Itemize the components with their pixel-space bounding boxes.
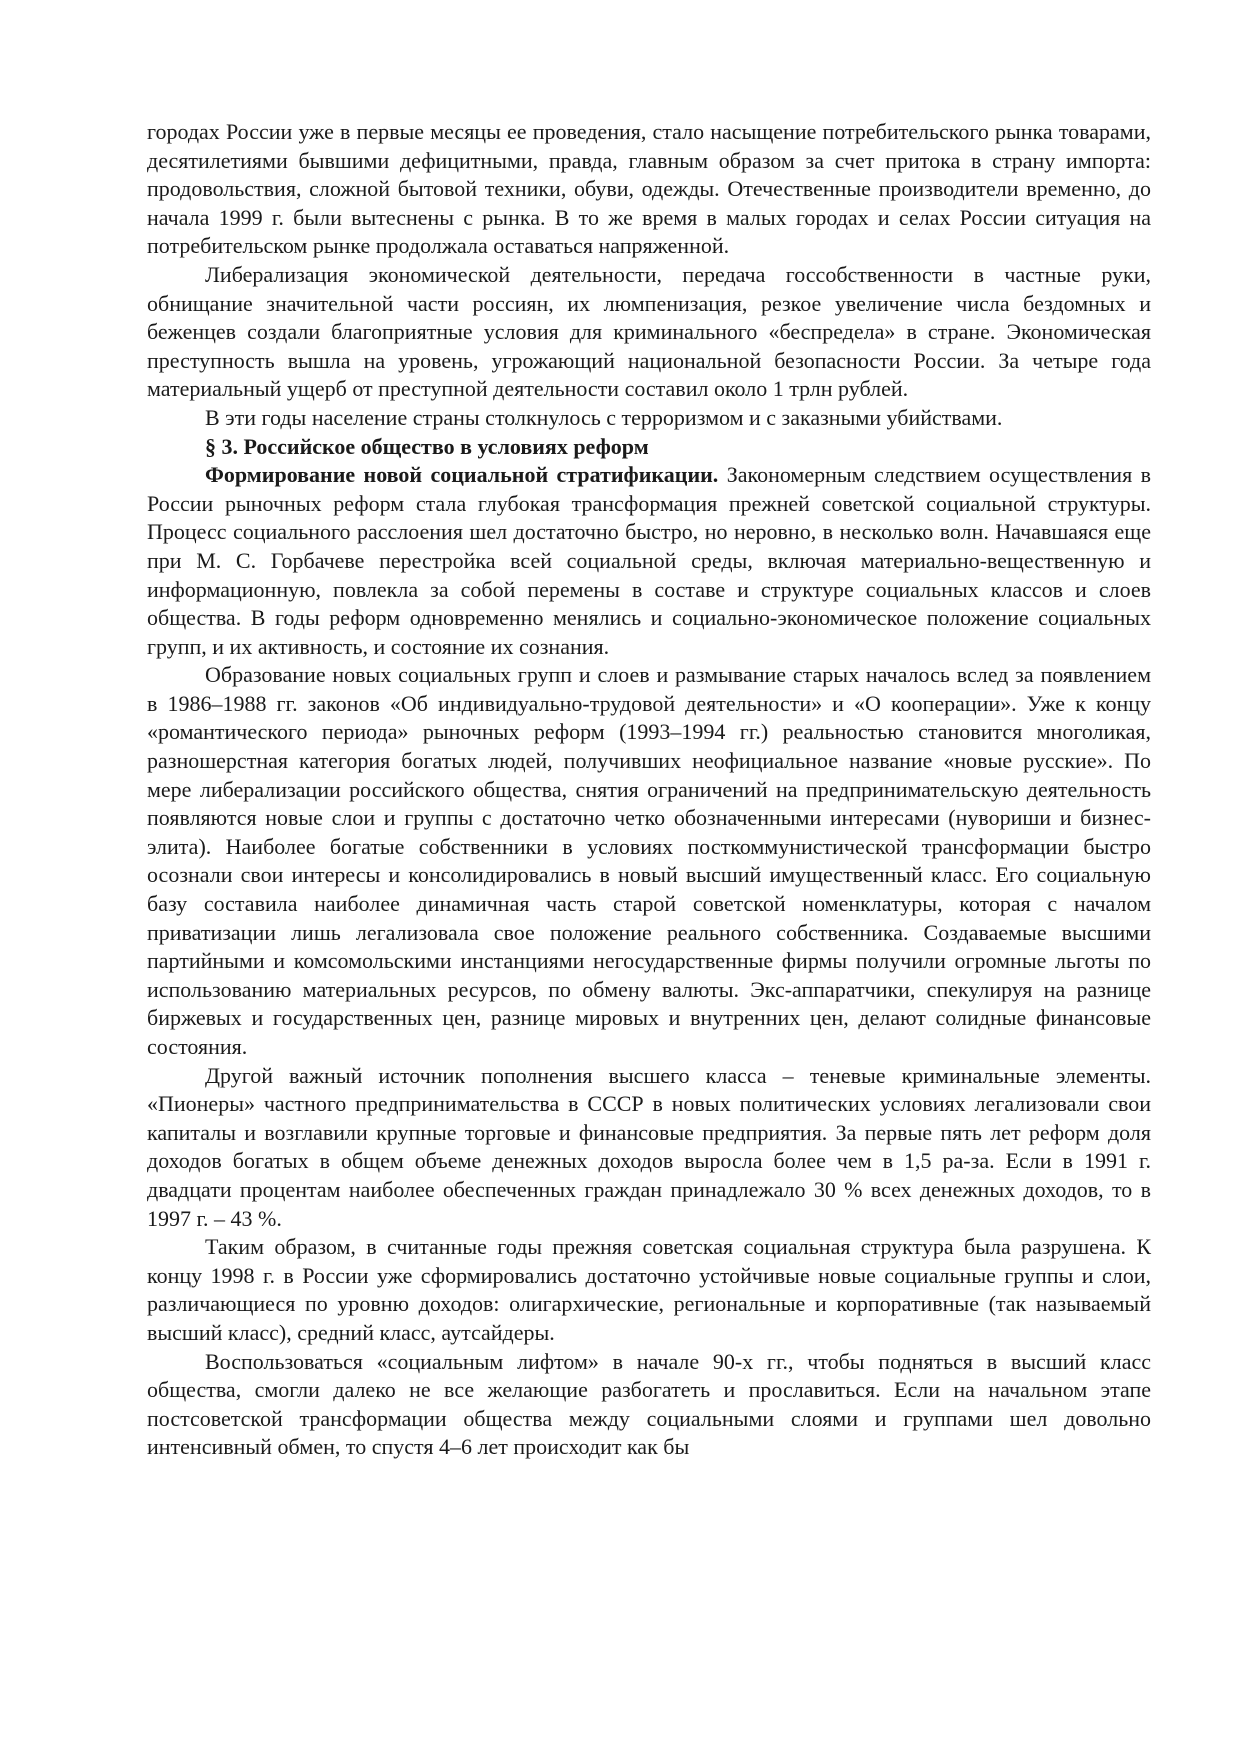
paragraph-5: Образование новых социальных групп и слоев и размывание старых началось вслед за появлением в 1986–1988 гг. законов «Об индивидуально-трудовой деятельности» и «О кооперации». Уже к концу «романтического периода» рыночных реформ (1993–1994 гг.) реальностью становится многоликая, разношерстная категория богатых людей, получивших неофициальное название «новые русские». По мере либерализации российского общества, снятия ограничений на предпринимательскую деятельность появляются новые слои и группы с достаточно четко обозначенными интересами (нувориши и бизнес-элита). Наиболее богатые собственники в условиях посткоммунистической трансформации быстро осознали свои интересы и консолидировались в новый высший имущественный класс. Его социальную базу составила наиболее динамичная часть старой советской номенклатуры, которая с началом приватизации лишь легализовала свое положение реального собственника. Создаваемые высшими партийными и комсомольскими инстанциями негосударственные фирмы получили огромные льготы по использованию материальных ресурсов, по обмену валюты. Экс-аппаратчики, спекулируя на разнице биржевых и государственных цен, разнице мировых и внутренних цен, делают солидные финансовые состояния. [147,662,1151,1059]
paragraph-2: Либерализация экономической деятельности, передача госсобственности в частные руки, обнищание значительной части россиян, их люмпенизация, резкое увеличение числа бездомных и беженцев создали благоприятные условия для криминального «беспредела» в стране. Экономическая преступность вышла на уровень, угрожающий национальной безопасности России. За четыре года материальный ущерб от преступной деятельности составил около 1 трлн рублей. [147,261,1151,402]
document-page [147,118,1151,1462]
paragraph-4 [147,461,1151,661]
paragraph-6: Другой важный источник пополнения высшего класса – теневые криминальные элементы. «Пионеры» частного предпринимательства в СССР в новых политических условиях легализовали свои капиталы и возглавили крупные торговые и финансовые предприятия. За первые пять лет реформ доля доходов богатых в общем объеме денежных доходов выросла более чем в 1,5 ра-за. Если в 1991 г. двадцати процентам наиболее обеспеченных граждан принадлежало 30 % всех денежных доходов, то в 1997 г. – 43 %. [147,1062,1151,1231]
paragraph-7: Таким образом, в считанные годы прежняя советская социальная структура была разрушена. К концу 1998 г. в России уже сформировались достаточно устойчивые новые социальные группы и слои, различающиеся по уровню доходов: олигархические, региональные и корпоративные (так называемый высший класс), средний класс, аутсайдеры. [147,1234,1151,1345]
section-heading: § 3. Российское общество в условиях реформ [205,433,649,459]
run-in-heading: Формирование новой социальной стратификации. [205,462,719,488]
paragraph-3: В эти годы население страны столкнулось с терроризмом и с заказными убийствами. [205,404,1003,430]
paragraph-1: городах России уже в первые месяцы ее проведения, стало насыщение потребительского рынка товарами, десятилетиями бывшими дефицитными, правда, главным образом за счет притока в страну импорта: продовольствия, сложной бытовой техники, обуви, одежды. Отечественные производители временно, до начала 1999 г. были вытеснены с рынка. В то же время в малых городах и селах России ситуация на потребительском рынке продолжала оставаться напряженной. [147,119,1151,259]
paragraph-4-text: Закономерным следствием осуществления в России рыночных реформ стала глубокая трансформация прежней советской социальной структуры. Процесс социального расслоения шел достаточно быстро, но неровно, в несколько волн. Начавшаяся еще при М. С. Горбачеве перестройка всей социальной среды, включая материально-вещественную и информационную, повлекла за собой перемены в составе и структуре социальных классов и слоев общества. В годы реформ одновременно менялись и социально-экономическое положение социальных групп, и их активность, и состояние их сознания. [147,462,1151,659]
paragraph-8: Воспользоваться «социальным лифтом» в начале 90-х гг., чтобы подняться в высший класс общества, смогли далеко не все желающие разбогатеть и прославиться. Если на начальном этапе постсоветской трансформации общества между социальными слоями и группами шел довольно интенсивный обмен, то спустя 4–6 лет происходит как бы [147,1348,1151,1460]
